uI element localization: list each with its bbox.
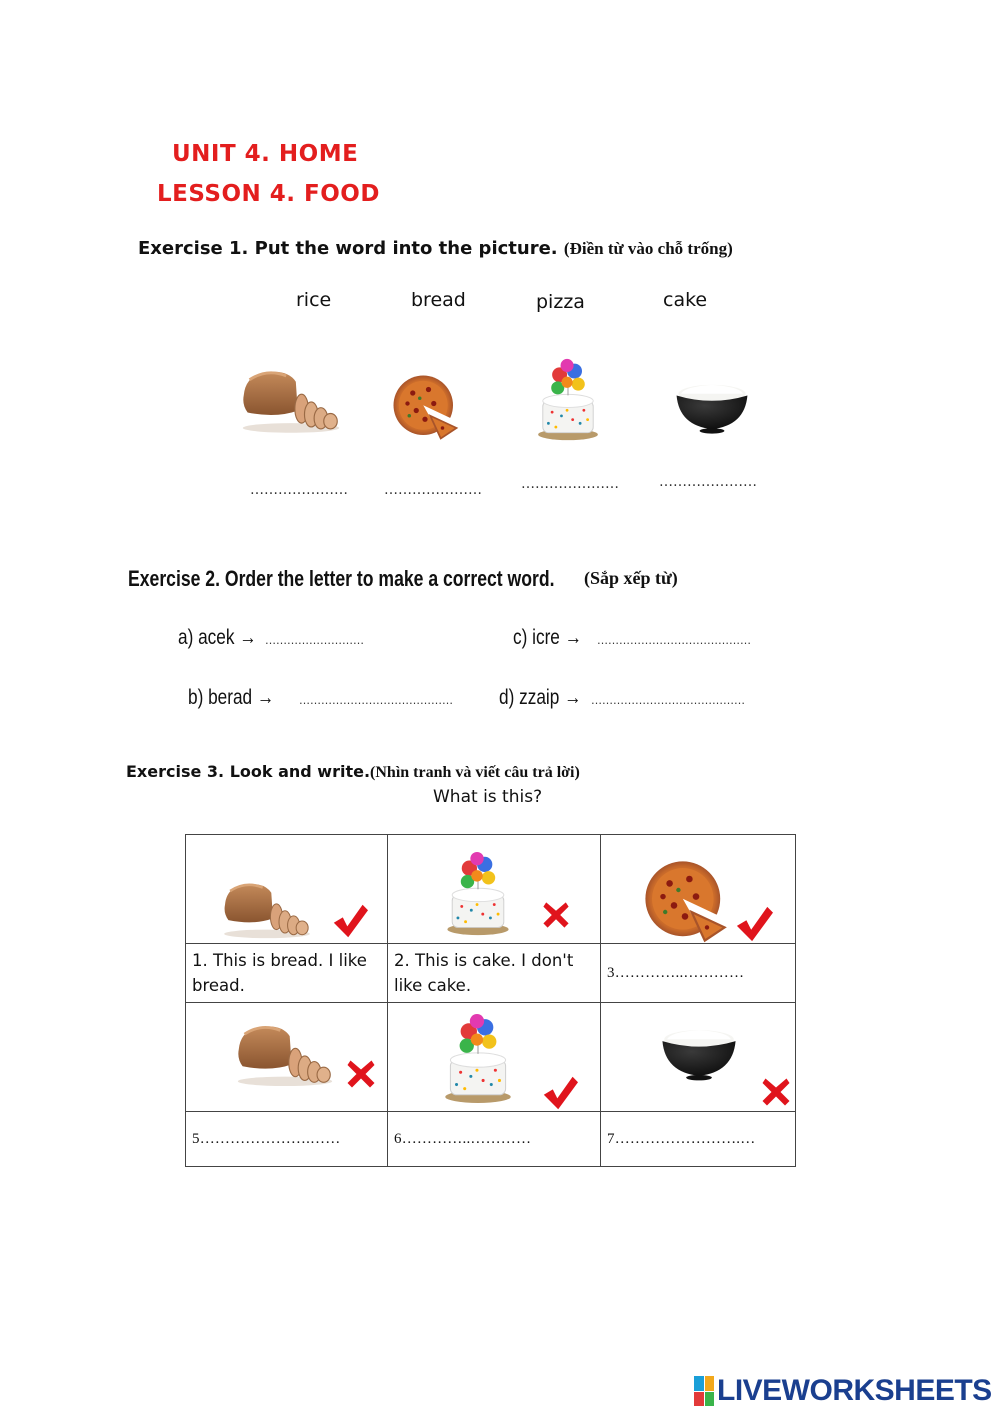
scramble-item-c — [513, 626, 597, 650]
caption-cell-3[interactable] — [601, 944, 796, 1003]
logo-badge-cell-i — [705, 1376, 715, 1391]
answer-blank-row2-5[interactable]: 5………………….…… — [192, 1130, 341, 1147]
answer-blank-2[interactable]: ………………… — [384, 482, 482, 498]
logo-text: LIVEWORKSHEETS — [717, 1374, 992, 1407]
bread-icon — [230, 1021, 340, 1087]
picture-cell-3 — [601, 835, 796, 944]
exercise1-heading-vn: (Điền từ vào chỗ trống) — [563, 239, 733, 258]
cross-icon — [346, 1059, 376, 1089]
cross-icon — [542, 901, 570, 929]
answer-blank-4[interactable]: ………………… — [659, 474, 757, 490]
cross-icon — [761, 1077, 791, 1107]
scramble-item-b — [188, 686, 293, 710]
answer-blank-3[interactable]: ………………… — [521, 476, 619, 492]
caption-cell-7[interactable] — [601, 1112, 796, 1167]
picture-cell-1 — [186, 835, 388, 944]
caption-2: 2. This is cake. I don't like cake. — [394, 951, 574, 995]
check-icon — [735, 905, 773, 943]
scramble-blank-d[interactable]: …………………………………… — [591, 694, 745, 707]
exercise3-heading-text: Exercise 3. Look and write. — [126, 762, 371, 781]
unit-title: UNIT 4. HOME — [172, 141, 359, 167]
pizza-icon — [390, 372, 460, 442]
bread-icon — [238, 366, 344, 434]
exercise1-heading — [138, 238, 733, 259]
word-pizza: pizza — [536, 291, 585, 313]
caption-cell-5[interactable] — [186, 1112, 388, 1167]
caption-row-1 — [186, 944, 796, 1003]
lesson-title: LESSON 4. FOOD — [157, 181, 380, 207]
cake-icon — [532, 358, 604, 442]
scramble-blank-c[interactable]: …………………………………… — [597, 634, 751, 647]
picture-row-2 — [186, 1003, 796, 1112]
logo-badge-icon — [694, 1376, 714, 1406]
scramble-label-b: b) berad → — [188, 686, 275, 709]
exercise3-question: What is this? — [433, 787, 543, 807]
rice-bowl-icon — [657, 1021, 741, 1085]
cake-icon — [438, 1013, 518, 1105]
check-icon — [542, 1075, 578, 1111]
word-cake: cake — [663, 289, 708, 311]
scramble-label-a: a) acek → — [178, 626, 257, 649]
cake-icon — [442, 851, 514, 937]
caption-cell-6[interactable] — [388, 1112, 601, 1167]
logo-badge-cell-e — [705, 1392, 715, 1407]
check-icon — [332, 903, 368, 939]
look-and-write-table — [185, 834, 796, 1167]
picture-cell-7 — [601, 1003, 796, 1112]
rice-bowl-icon — [672, 376, 752, 438]
answer-blank-row1-3[interactable]: 3…………..………… — [607, 964, 745, 981]
exercise3-heading-vn: (Nhìn tranh và viết câu trả lời) — [370, 764, 580, 781]
liveworksheets-logo — [694, 1374, 992, 1408]
picture-cell-6 — [388, 1003, 601, 1112]
picture-row-1 — [186, 835, 796, 944]
word-rice: rice — [296, 289, 332, 311]
logo-badge-cell-v — [694, 1392, 704, 1407]
logo-badge-cell-l — [694, 1376, 704, 1391]
pizza-icon — [641, 857, 729, 945]
exercise2-heading — [128, 566, 661, 592]
answer-blank-1[interactable]: ………………… — [250, 482, 348, 498]
scramble-item-d — [499, 686, 599, 710]
scramble-item-a — [178, 626, 274, 650]
caption-1: 1. This is bread. I like bread. — [192, 951, 367, 995]
scramble-blank-b[interactable]: …………………………………… — [299, 694, 453, 707]
caption-row-2 — [186, 1112, 796, 1167]
picture-cell-5 — [186, 1003, 388, 1112]
exercise1-heading-text: Exercise 1. Put the word into the picture. — [138, 238, 558, 259]
bread-icon — [214, 879, 320, 939]
answer-blank-row2-7[interactable]: 7…………………….… — [607, 1130, 756, 1147]
exercise3-heading — [126, 762, 580, 782]
exercise2-heading-text: Exercise 2. Order the letter to make a correct word. — [128, 566, 555, 591]
caption-cell-2 — [388, 944, 601, 1003]
scramble-blank-a[interactable]: ……………………… — [265, 634, 364, 647]
scramble-label-d: d) zzaip → — [499, 686, 582, 709]
answer-blank-row2-6[interactable]: 6…………..………… — [394, 1130, 532, 1147]
picture-cell-2 — [388, 835, 601, 944]
word-bread: bread — [411, 289, 466, 311]
caption-cell-1 — [186, 944, 388, 1003]
scramble-label-c: c) icre → — [513, 626, 582, 649]
exercise2-heading-vn: (Sắp xếp từ) — [584, 568, 678, 588]
